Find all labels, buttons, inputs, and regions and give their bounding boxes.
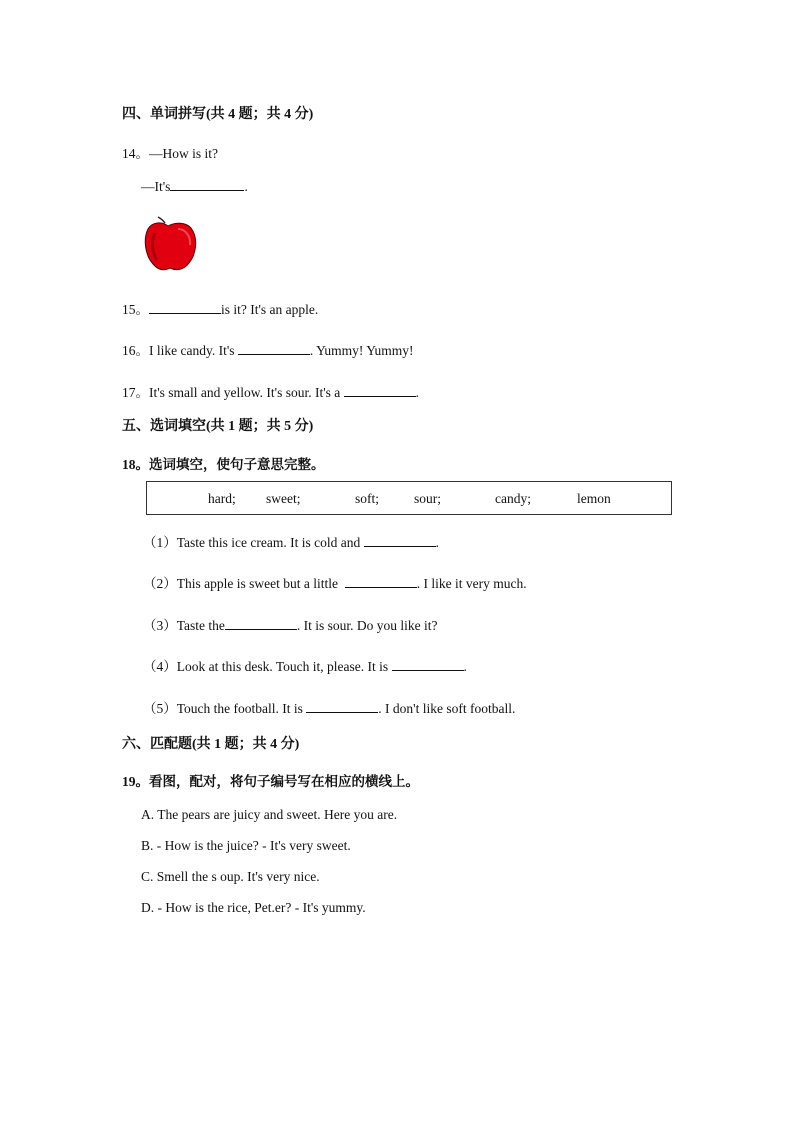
word-bank-item: lemon: [577, 491, 611, 506]
question-text: I like candy. It's: [149, 343, 235, 358]
question-19: [122, 770, 419, 790]
item-text-end: . I don't like soft football.: [378, 701, 516, 716]
item-label: （2）: [143, 576, 177, 591]
q19-option-a: A. The pears are juicy and sweet. Here you are.: [141, 807, 398, 822]
item-label: （3）: [143, 618, 177, 633]
answer-suffix: .: [244, 179, 248, 194]
answer-blank[interactable]: [392, 658, 464, 671]
item-text: Taste the: [176, 618, 225, 633]
question-number: 16。: [122, 343, 149, 358]
answer-prefix: —It's: [141, 179, 171, 194]
item-label: （5）: [143, 701, 177, 716]
item-text: This apple is sweet but a little: [176, 576, 338, 591]
item-label: （4）: [143, 659, 177, 674]
q18-item-3: [143, 614, 438, 634]
section-6-title: 六、匹配题(共 1 题；共 4 分): [122, 737, 300, 752]
item-text-end: . It is sour. Do you like it?: [296, 618, 438, 633]
item-text: Look at this desk. Touch it, please. It is: [176, 659, 389, 674]
q19-option-c: C. Smell the s oup. It's very nice.: [141, 869, 320, 884]
item-text-end: . I like it very much.: [416, 576, 527, 591]
q19-option-b: B. - How is the juice? - It's very sweet.: [141, 838, 351, 853]
question-14-answer-line: [141, 178, 248, 195]
answer-blank[interactable]: [149, 301, 221, 314]
word-bank-box: [146, 481, 672, 515]
question-instruction: 选词填空，使句子意思完整。: [149, 457, 325, 472]
item-label: （1）: [143, 535, 177, 550]
answer-blank[interactable]: [345, 575, 417, 588]
item-text-end: .: [435, 535, 439, 550]
q18-item-1: [143, 531, 439, 551]
answer-blank[interactable]: [238, 342, 310, 355]
q18-item-4: [143, 655, 467, 675]
question-17: [122, 381, 419, 401]
item-text: Touch the football. It is: [176, 701, 303, 716]
apple-image: [142, 213, 200, 273]
word-bank-item: hard;: [208, 491, 236, 506]
question-text-end: . Yummy! Yummy!: [309, 343, 414, 358]
question-number: 19。: [122, 774, 149, 789]
question-15: [122, 298, 318, 318]
answer-blank[interactable]: [344, 384, 416, 397]
item-text-end: .: [463, 659, 467, 674]
question-number: 18。: [122, 457, 149, 472]
question-18: [122, 453, 325, 473]
answer-blank[interactable]: [225, 617, 297, 630]
answer-blank[interactable]: [170, 178, 244, 191]
question-number: 17。: [122, 385, 149, 400]
word-bank-item: soft;: [355, 491, 380, 506]
item-text: Taste this ice cream. It is cold and: [176, 535, 361, 550]
question-number: 14。: [122, 146, 149, 161]
word-bank-item: sour;: [414, 491, 441, 506]
question-14: [122, 142, 218, 162]
question-text: It's small and yellow. It's sour. It's a: [149, 385, 341, 400]
q19-option-d: D. - How is the rice, Pet.er? - It's yummy.: [141, 900, 366, 915]
word-bank-item: sweet;: [266, 491, 301, 506]
question-text: —How is it?: [149, 146, 218, 161]
question-number: 15。: [122, 302, 149, 317]
question-text: is it? It's an apple.: [221, 302, 319, 317]
question-instruction: 看图，配对，将句子编号写在相应的横线上。: [149, 774, 419, 789]
q18-item-2: [143, 572, 527, 592]
word-bank-item: candy;: [495, 491, 531, 506]
section-5-title: 五、选词填空(共 1 题；共 5 分): [122, 419, 314, 434]
section-4-title: 四、单词拼写(共 4 题；共 4 分): [122, 107, 314, 122]
answer-blank[interactable]: [364, 534, 436, 547]
answer-blank[interactable]: [306, 700, 378, 713]
question-16: [122, 339, 414, 359]
question-text-end: .: [415, 385, 420, 400]
q18-item-5: [143, 697, 515, 717]
